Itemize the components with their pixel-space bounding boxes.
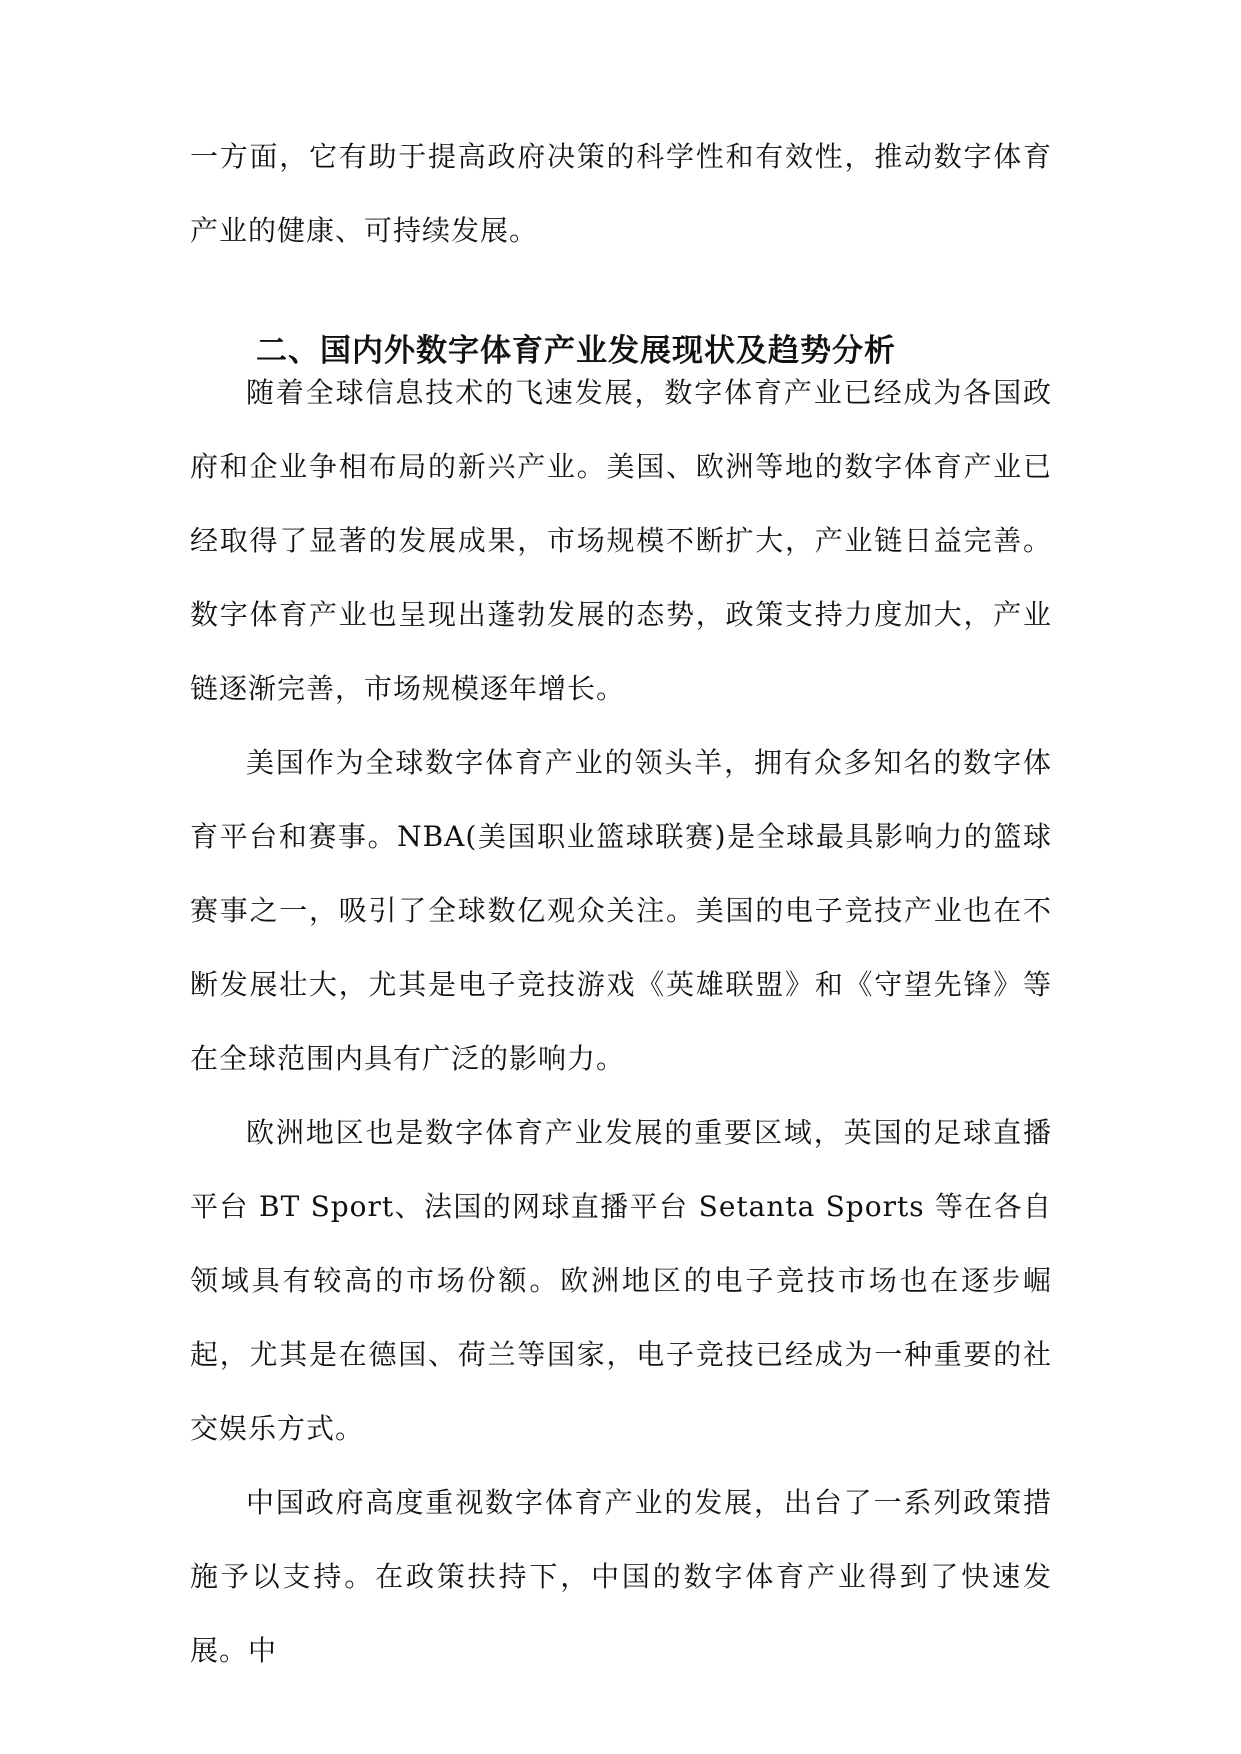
continuation-paragraph: 一方面，它有助于提高政府决策的科学性和有效性，推动数字体育产业的健康、可持续发展。 xyxy=(190,140,1052,247)
continuation-block xyxy=(190,120,1052,268)
section-heading: 二、国内外数字体育产业发展现状及趋势分析 xyxy=(256,333,896,369)
paragraph-usa: 美国作为全球数字体育产业的领头羊，拥有众多知名的数字体育平台和赛事。NBA(美国职业篮球联赛)是全球最具影响力的篮球赛事之一，吸引了全球数亿观众关注。美国的电子竞技产业也在不断发展壮大，尤其是电子竞技游戏《英雄联盟》和《守望先锋》等在全球范围内具有广泛的影响力。 xyxy=(190,746,1052,1075)
paragraph-china: 中国政府高度重视数字体育产业的发展，出台了一系列政策措施予以支持。在政策扶持下，中国的数字体育产业得到了快速发展。中 xyxy=(190,1486,1052,1667)
paragraph-europe: 欧洲地区也是数字体育产业发展的重要区域，英国的足球直播平台 BT Sport、法国的网球直播平台 Setanta Sports 等在各自领域具有较高的市场份额。欧洲地区的电子竞技市场也在逐步崛起，尤其是在德国、荷兰等国家，电子竞技已经成为一种重要的社交娱乐方式。 xyxy=(190,1116,1052,1445)
paragraph-intro: 随着全球信息技术的飞速发展，数字体育产业已经成为各国政府和企业争相布局的新兴产业。美国、欧洲等地的数字体育产业已经取得了显著的发展成果，市场规模不断扩大，产业链日益完善。数字体育产业也呈现出蓬勃发展的态势，政策支持力度加大，产业链逐渐完善，市场规模逐年增长。 xyxy=(190,376,1052,705)
body-text xyxy=(190,356,1052,1688)
